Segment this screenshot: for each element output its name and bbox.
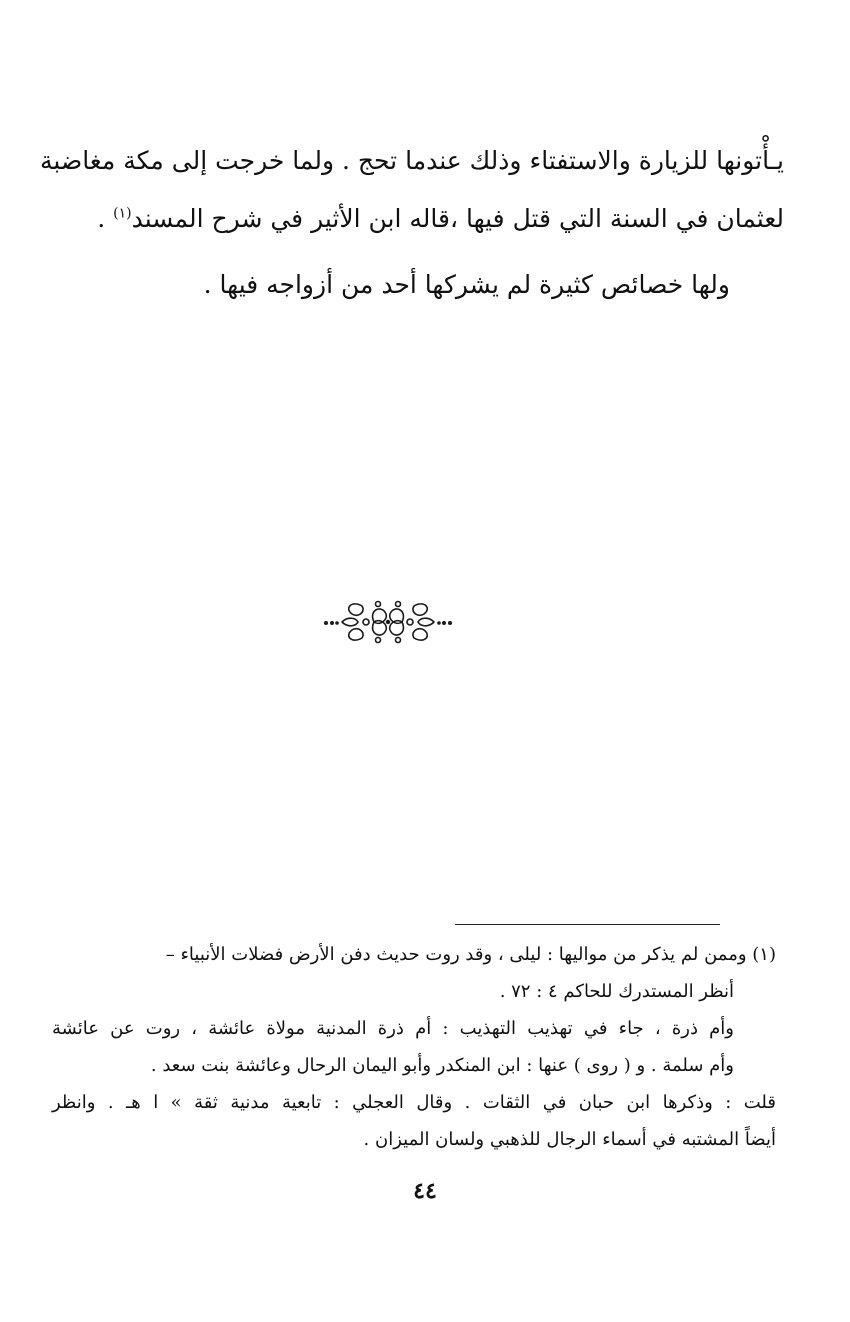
footnote-line-3: وأم ذرة ، جاء في تهذيب التهذيب : أم ذرة المدنية مولاة عائشة ، روت عن عائشة: [52, 1018, 734, 1039]
footnote-line-1: (١) وممن لم يذكر من مواليها : ليلى ، وقد روت حديث دفن الأرض فضلات الأنبياء –: [165, 944, 776, 965]
footnote-line-5: قلت : وذكرها ابن حبان في الثقات . وقال العجلي : تابعية مدنية ثقة » ا هـ . وانظر: [52, 1092, 776, 1113]
footnotes-block: [52, 936, 776, 1158]
footnote-line-6: أيضاً المشتبه في أسماء الرجال للذهبي ولسان الميزان .: [363, 1129, 776, 1150]
footnote-reference: (١): [113, 205, 132, 222]
body-paragraph-1: [40, 132, 784, 248]
footnote-line-2: أنظر المستدرك للحاكم ٤ : ٧٢ .: [499, 981, 734, 1002]
page-number: ٤٤: [413, 1178, 437, 1204]
body-line-2: [58, 190, 784, 248]
body-line-2-text: لعثمان في السنة التي قتل فيها ،قاله ابن الأثير في شرح المسند: [131, 204, 784, 233]
floral-scroll-ornament-icon: [322, 596, 454, 648]
body-line-2-end: .: [97, 204, 114, 233]
body-paragraph-2: ولها خصائص كثيرة لم يشركها أحد من أزواجه فيها .: [203, 270, 730, 299]
footnote-divider: [455, 924, 720, 925]
footnote-line-4: وأم سلمة . و ( روى ) عنها : ابن المنكدر وأبو اليمان الرحال وعائشة بنت سعد .: [150, 1055, 734, 1076]
body-line-1: يـأْتونها للزيارة والاستفتاء وذلك عندما تحج . ولما خرجت إلى مكة مغاضبة: [40, 146, 784, 175]
